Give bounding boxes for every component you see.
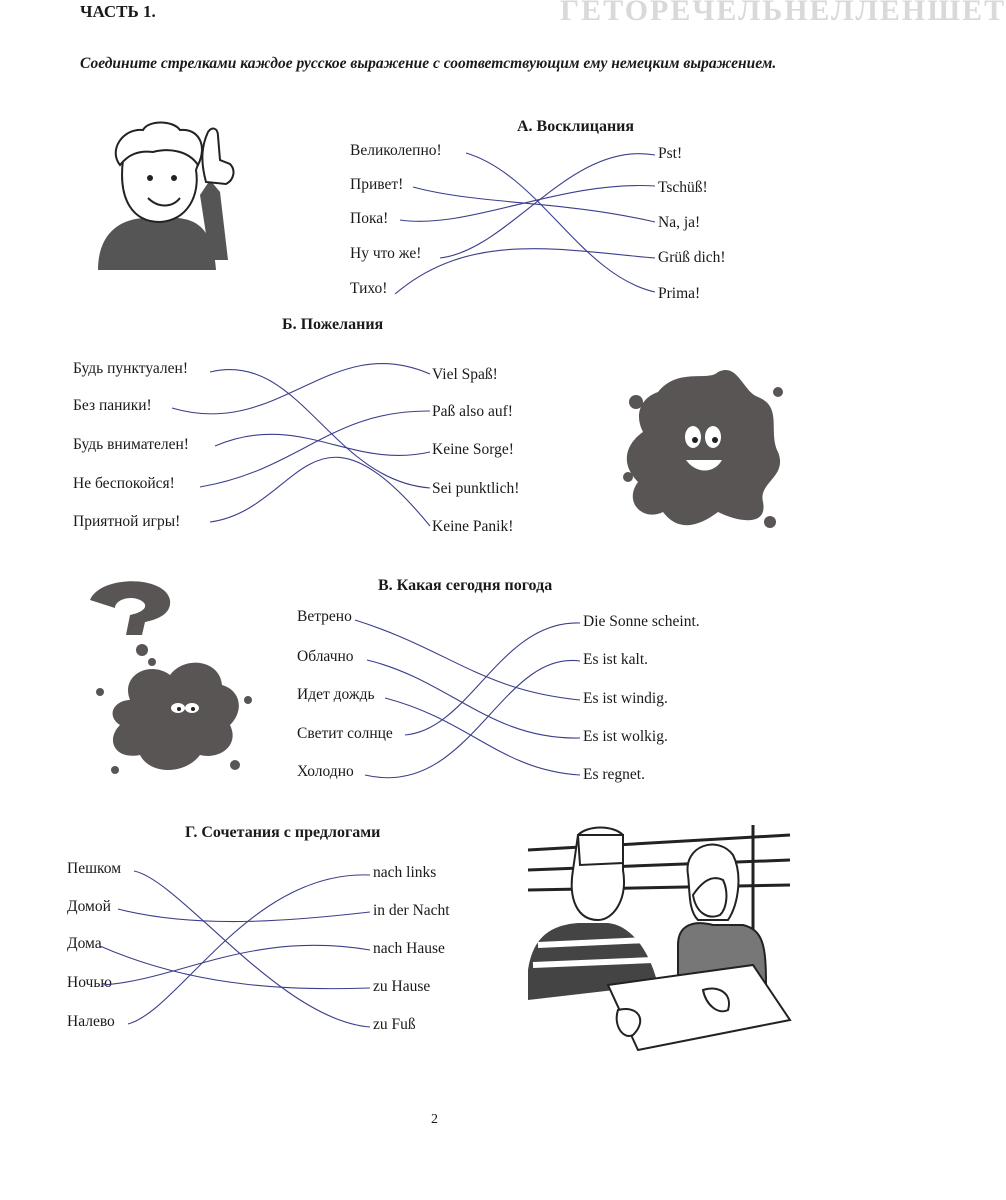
line-v-4 [405,623,580,735]
section-b-ru-1: Будь пунктуален! [73,360,188,377]
section-a-de-2: Tschüß! [658,179,708,196]
section-v-de-3: Es ist windig. [583,690,668,707]
line-a-1 [466,153,655,292]
section-g-ru-2: Домой [67,898,111,915]
section-a-ru-3: Пока! [350,210,389,227]
line-g-3 [100,946,370,989]
section-b-de-3: Keine Sorge! [432,441,514,458]
line-g-1 [134,871,370,1027]
line-a-5 [395,249,655,294]
section-b-de-5: Keine Panik! [432,518,514,535]
smiling-blob-icon [618,362,788,534]
section-b-ru-2: Без паники! [73,397,152,414]
line-v-1 [355,620,580,700]
section-g-de-2: in der Nacht [373,902,450,919]
section-g-ru-5: Налево [67,1013,115,1030]
puzzled-blob-icon [90,580,260,790]
section-v-title: В. Какая сегодня погода [378,577,553,594]
section-g-de-3: nach Hause [373,940,445,957]
section-a-de-1: Pst! [658,145,683,162]
section-g-ru-1: Пешком [67,860,122,877]
line-g-2 [118,909,370,922]
section-b-de-1: Viel Spaß! [432,366,498,383]
section-a-de-4: Grüß dich! [658,249,726,266]
line-b-1 [210,369,430,488]
line-v-3 [385,698,580,775]
line-v-5 [365,660,580,777]
line-g-4 [102,945,370,985]
section-v-ru-2: Облачно [297,648,354,665]
section-v-ru-1: Ветрено [297,608,352,625]
section-v-de-2: Es ist kalt. [583,651,649,668]
background-heading: ГЕТОРЕЧЕЛЬНЕЛЛЕНШЕТ [560,0,1006,27]
section-g-de-4: zu Hause [373,978,431,995]
section-a-de-3: Na, ja! [658,214,701,231]
section-v-de-5: Es regnet. [583,766,645,783]
boy-pointing-icon [88,120,256,270]
section-b-title: Б. Пожелания [282,316,384,333]
line-b-3 [215,434,430,455]
line-a-4 [440,154,655,258]
section-b-ru-5: Приятной игры! [73,513,181,530]
section-b-de-4: Sei punktlich! [432,480,520,497]
students-with-map-icon [528,825,790,1070]
line-b-5 [210,457,430,526]
section-a-ru-4: Ну что же! [350,245,422,262]
page-number: 2 [431,1112,438,1127]
line-b-2 [172,363,430,413]
section-a-ru-5: Тихо! [350,280,388,297]
section-b-ru-3: Будь внимателен! [73,436,189,453]
section-b-de-2: Paß also auf! [432,403,513,420]
line-g-5 [128,875,370,1024]
section-b-ru-4: Не беспокойся! [73,475,175,492]
part-title: ЧАСТЬ 1. [80,2,156,21]
line-b-4 [200,411,430,487]
section-a-title: А. Восклицания [517,118,635,135]
section-g-de-5: zu Fuß [373,1016,416,1033]
section-a-ru-1: Великолепно! [350,142,442,159]
section-v-ru-4: Светит солнце [297,725,393,742]
instruction-text: Соедините стрелками каждое русское выражение с соответствующим ему немецким выражением. [80,55,777,72]
line-a-3 [400,185,655,221]
section-g-title: Г. Сочетания с предлогами [185,824,381,841]
section-v-de-1: Die Sonne scheint. [583,613,700,630]
section-g-ru-3: Дома [67,935,102,952]
section-v-de-4: Es ist wolkig. [583,728,668,745]
section-v-ru-3: Идет дождь [297,686,375,703]
section-a-ru-2: Привет! [350,176,404,193]
section-a-de-5: Prima! [658,285,701,302]
line-a-2 [413,187,655,222]
section-v-ru-5: Холодно [297,763,354,780]
line-v-2 [367,660,580,738]
section-g-ru-4: Ночью [67,974,112,991]
section-g-de-1: nach links [373,864,437,881]
